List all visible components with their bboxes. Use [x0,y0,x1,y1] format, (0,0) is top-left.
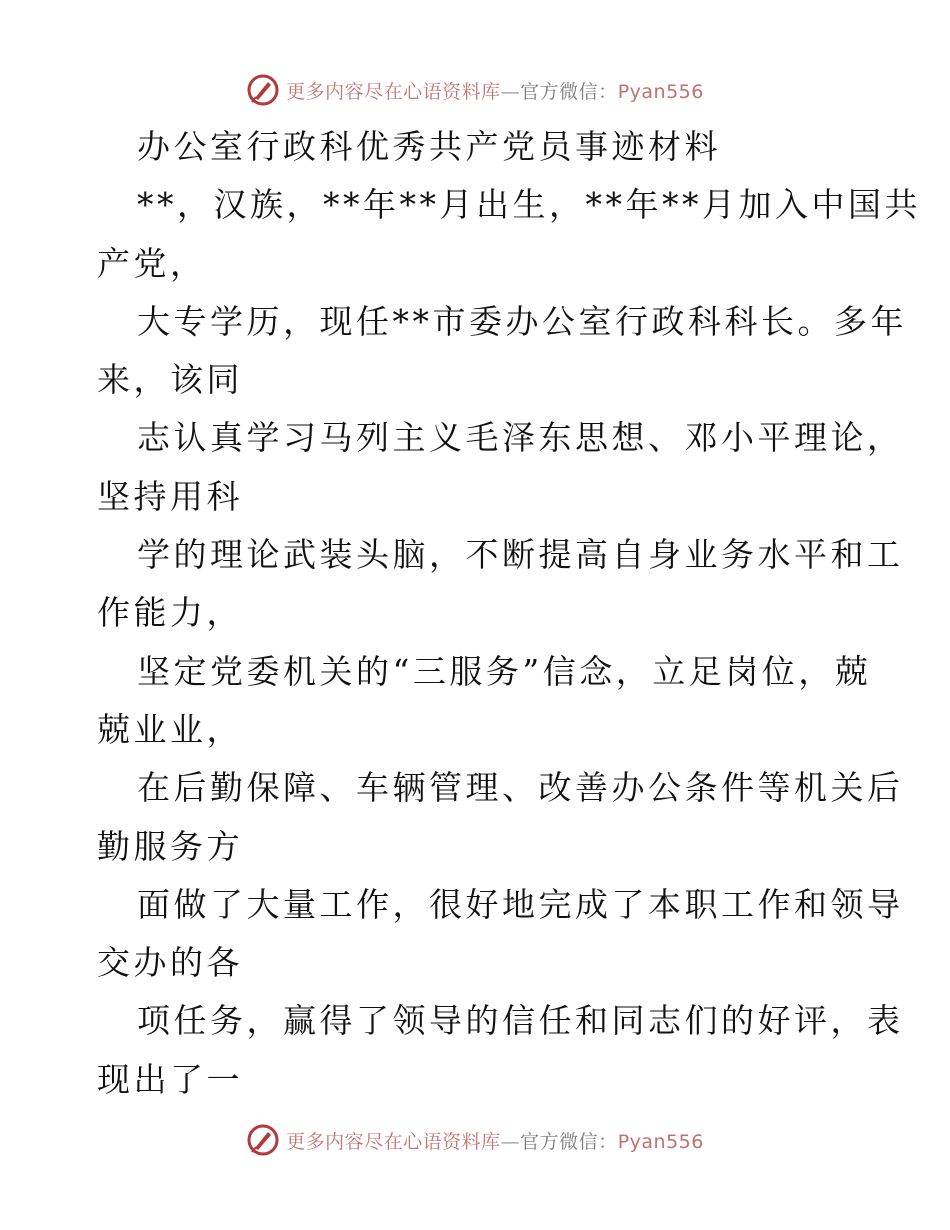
text-line: **，汉族，**年**月出生，**年**月加入中国共 [137,185,921,225]
text-line: 勤服务方 [97,826,243,866]
document-body [97,118,921,1109]
text-line: 项任务，赢得了领导的信任和同志们的好评，表 [137,1001,904,1041]
text-line: 在后勤保障、车辆管理、改善办公条件等机关后 [137,768,904,808]
watermark-text: 更多内容尽在心语资料库 [286,1130,501,1153]
quill-logo-icon [246,1123,280,1157]
text-line: 交办的各 [97,943,243,983]
watermark-text: 更多内容尽在心语资料库 [286,80,501,103]
text-line: 大专学历，现任**市委办公室行政科科长。多年 [137,301,907,341]
watermark-dash: — [500,80,521,103]
text-line: 学的理论武装头脑，不断提高自身业务水平和工 [137,535,904,575]
text-line: 作能力， [97,593,243,633]
text-line: 志认真学习马列主义毛泽东思想、邓小平理论， [137,418,904,458]
watermark-dash: — [500,1130,521,1153]
watermark-wechat-id: Pyan556 [617,1130,704,1153]
text-line: 兢业业， [97,709,243,749]
footer-watermark [0,1120,950,1160]
text-line: 来，该同 [97,360,243,400]
text-line: 坚持用科 [97,476,243,516]
watermark-wechat-label: 官方微信： [520,80,618,103]
watermark-wechat-id: Pyan556 [617,80,704,103]
document-title: 办公室行政科优秀共产党员事迹材料 [137,127,721,166]
text-line: 产党， [97,243,207,283]
quill-logo-icon [246,73,280,107]
text-line: 现出了一 [97,1059,243,1099]
header-watermark [0,70,950,110]
text-line: 面做了大量工作，很好地完成了本职工作和领导 [137,884,904,924]
text-line: 坚定党委机关的“三服务”信念，立足岗位，兢 [137,651,872,691]
watermark-wechat-label: 官方微信： [520,1130,618,1153]
